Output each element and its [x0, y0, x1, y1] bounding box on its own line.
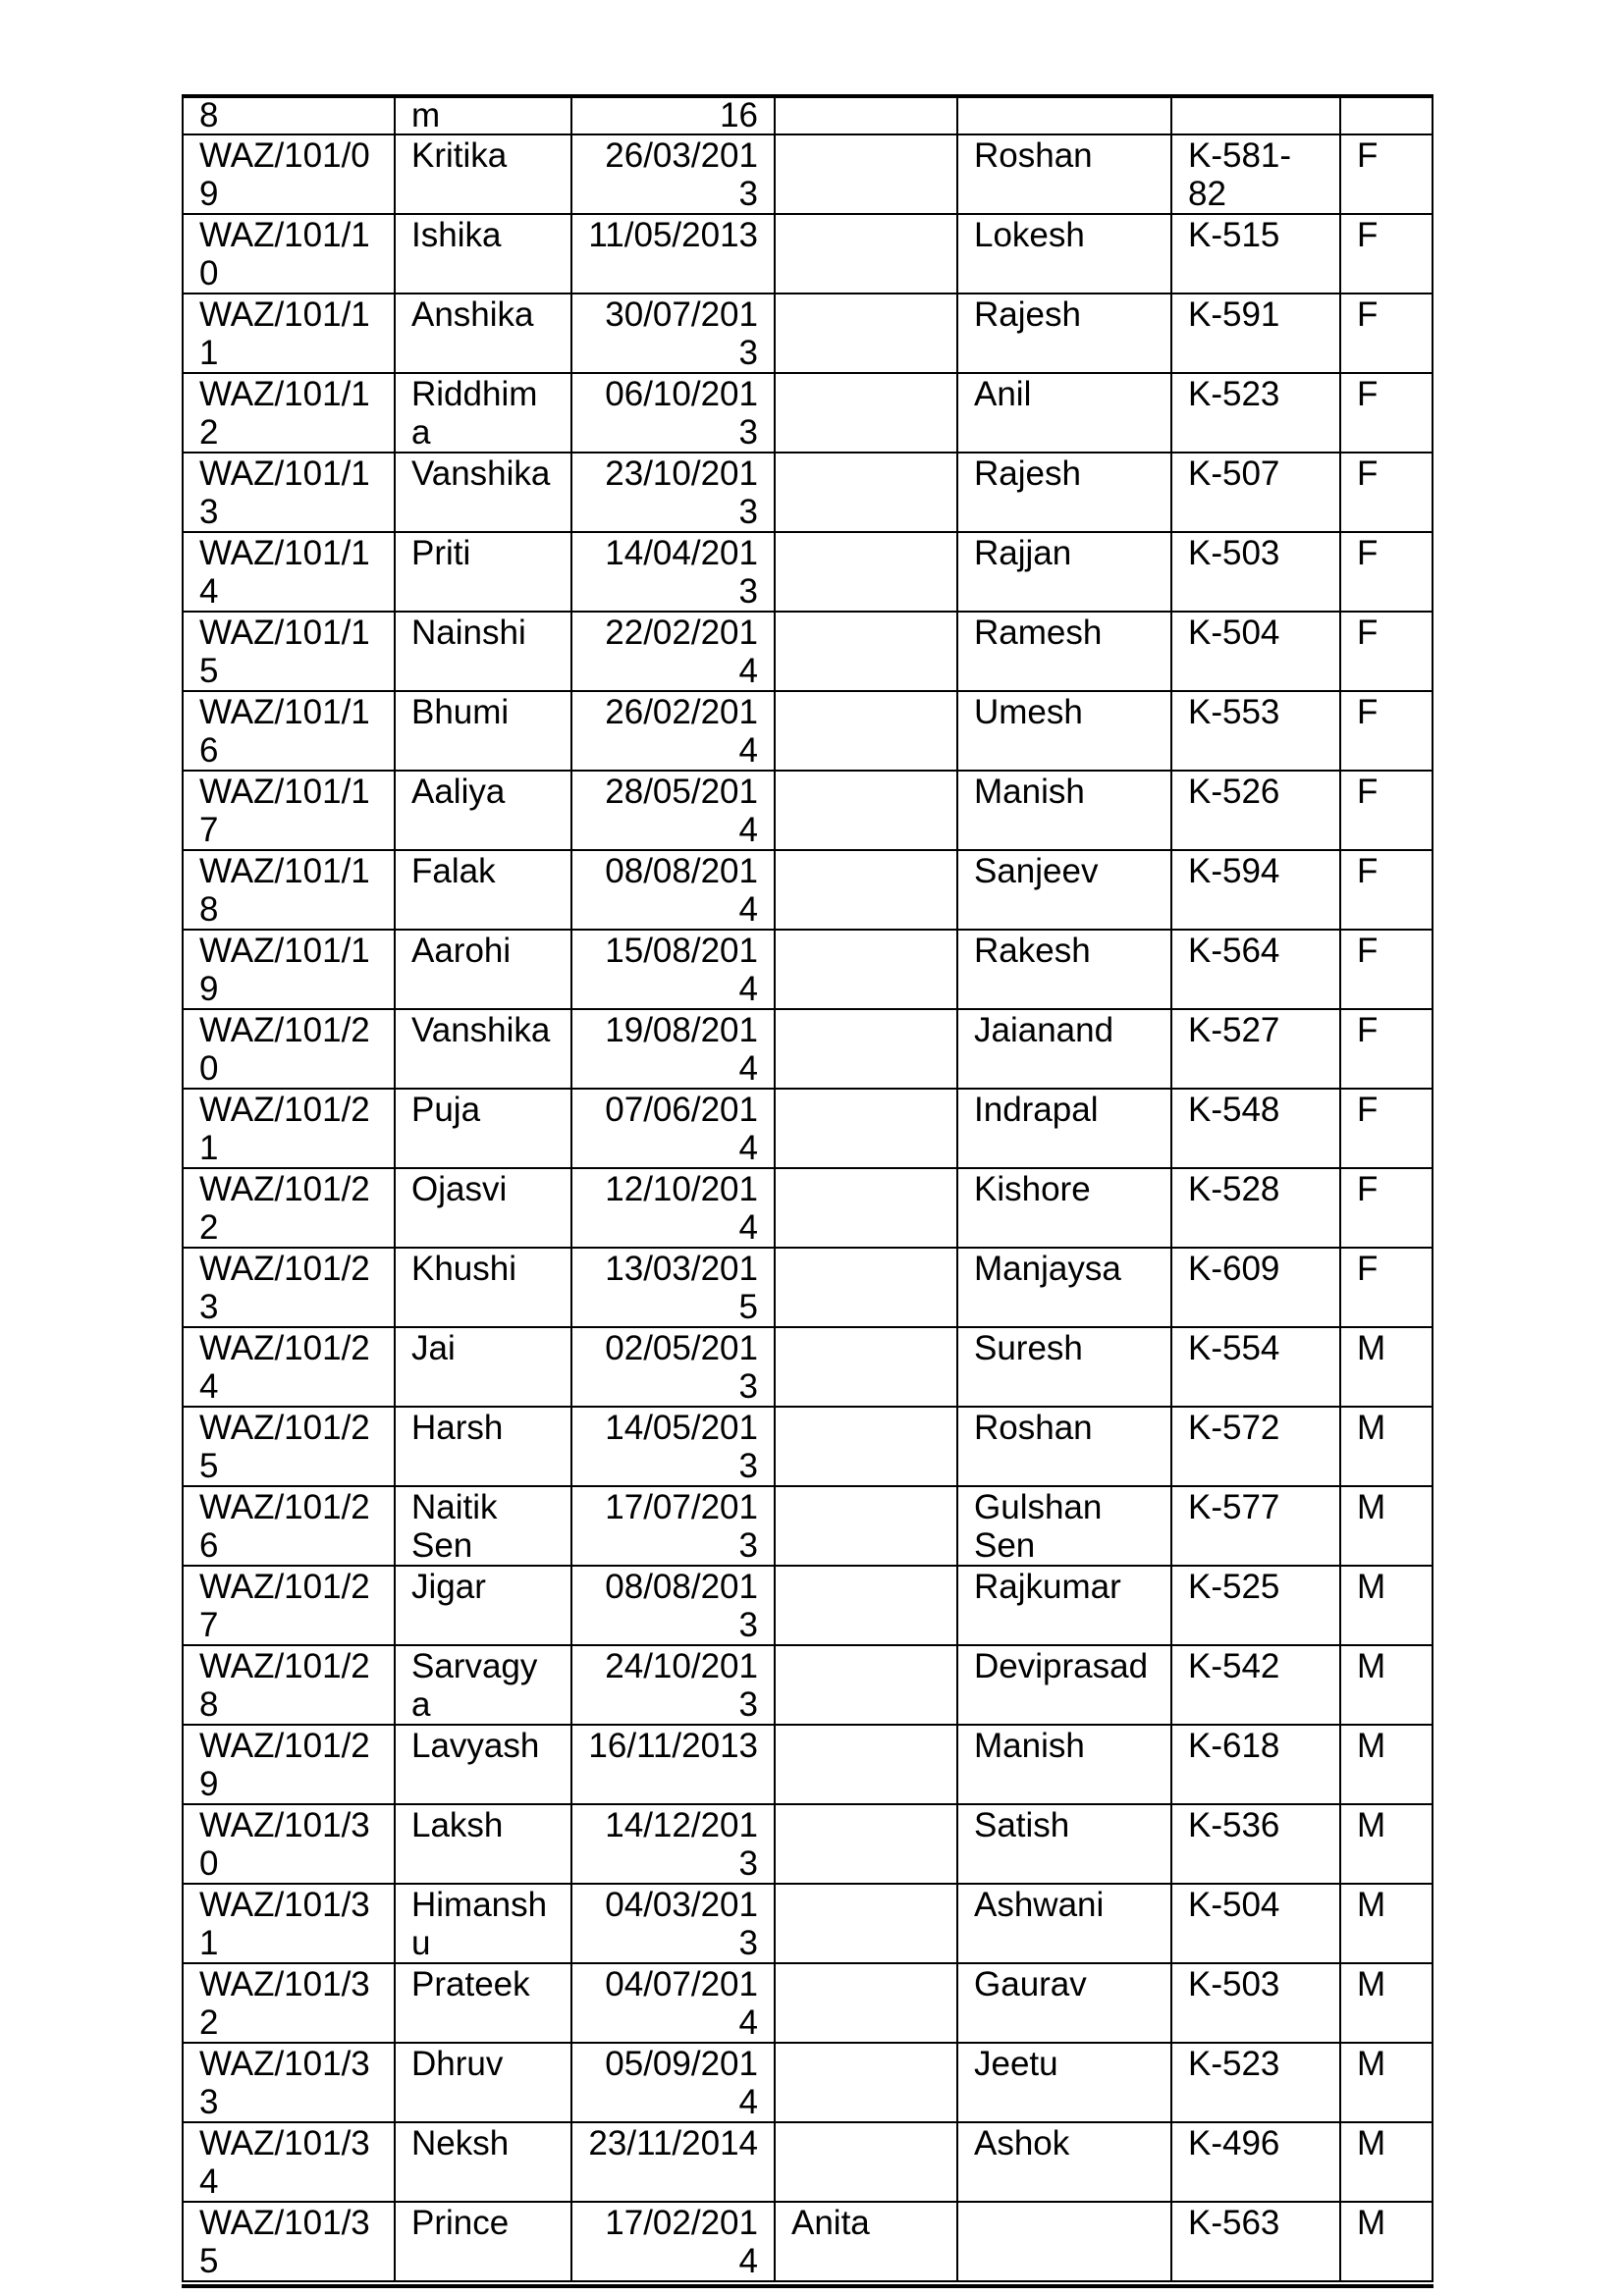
mother-name-cell [775, 1168, 957, 1248]
dob-cell: 04/03/2013 [571, 1884, 775, 1963]
admission-no-cell: WAZ/101/12 [183, 373, 395, 453]
gender-cell: F [1340, 691, 1433, 771]
k-number-cell: K-581-82 [1171, 134, 1340, 214]
k-number-cell: K-527 [1171, 1009, 1340, 1089]
student-name-cell: Himanshu [395, 1884, 571, 1963]
gender-cell: F [1340, 453, 1433, 532]
mother-name-cell [775, 1486, 957, 1566]
k-number-cell: K-563 [1171, 2202, 1340, 2281]
mother-name-cell: Anita [775, 2202, 957, 2281]
gender-cell: M [1340, 1486, 1433, 1566]
admission-no-cell: WAZ/101/18 [183, 850, 395, 930]
table-row [183, 532, 1433, 612]
student-name-cell: Riddhima [395, 373, 571, 453]
dob-cell: 02/05/2013 [571, 1327, 775, 1407]
continued-table-row [183, 96, 1433, 134]
gender-cell: M [1340, 2202, 1433, 2281]
k-number-cell: K-554 [1171, 1327, 1340, 1407]
admission-no-cell: WAZ/101/22 [183, 1168, 395, 1248]
admission-no-cell: WAZ/101/10 [183, 214, 395, 294]
table-row [183, 1168, 1433, 1248]
dob-cell: 08/08/2014 [571, 850, 775, 930]
father-name-cell: Kishore [957, 1168, 1171, 1248]
dob-cell: 24/10/2013 [571, 1645, 775, 1725]
k-number-cell: K-577 [1171, 1486, 1340, 1566]
admission-no-cell: WAZ/101/23 [183, 1248, 395, 1327]
dob-cell: 08/08/2013 [571, 1566, 775, 1645]
gender-cell: F [1340, 1168, 1433, 1248]
gender-cell: F [1340, 532, 1433, 612]
dob-cell: 30/07/2013 [571, 294, 775, 373]
mother-name-cell [775, 691, 957, 771]
mother-name-cell [775, 1804, 957, 1884]
admission-no-cell: WAZ/101/32 [183, 1963, 395, 2043]
father-name-cell: Rajjan [957, 532, 1171, 612]
table-row [183, 2202, 1433, 2281]
dob-cell: 13/03/2015 [571, 1248, 775, 1327]
k-number-cell: K-548 [1171, 1089, 1340, 1168]
father-name-cell: Manjaysa [957, 1248, 1171, 1327]
k-number-cell: K-515 [1171, 214, 1340, 294]
gender-cell [1340, 96, 1433, 134]
dob-cell: 04/07/2014 [571, 1963, 775, 2043]
mother-name-cell [775, 214, 957, 294]
k-number-cell: K-507 [1171, 453, 1340, 532]
father-name-cell: Manish [957, 1725, 1171, 1804]
mother-name-cell [775, 771, 957, 850]
father-name-cell: Satish [957, 1804, 1171, 1884]
admissions-register-table [182, 94, 1434, 2282]
dob-cell: 11/05/2013 [571, 214, 775, 294]
admission-no-cell: WAZ/101/21 [183, 1089, 395, 1168]
student-name-cell: Puja [395, 1089, 571, 1168]
father-name-cell: Jeetu [957, 2043, 1171, 2122]
student-name-cell: Anshika [395, 294, 571, 373]
admission-no-cell: WAZ/101/16 [183, 691, 395, 771]
father-name-cell: Rajesh [957, 294, 1171, 373]
gender-cell: F [1340, 373, 1433, 453]
father-name-cell: Ashok [957, 2122, 1171, 2202]
table-row [183, 214, 1433, 294]
admission-no-cell: WAZ/101/13 [183, 453, 395, 532]
gender-cell: M [1340, 1407, 1433, 1486]
gender-cell: M [1340, 1645, 1433, 1725]
student-name-cell: Ishika [395, 214, 571, 294]
admission-no-cell: WAZ/101/24 [183, 1327, 395, 1407]
table-row [183, 1804, 1433, 1884]
mother-name-cell [775, 1725, 957, 1804]
table-row [183, 691, 1433, 771]
mother-name-cell [775, 1009, 957, 1089]
mother-name-cell [775, 532, 957, 612]
mother-name-cell [775, 453, 957, 532]
father-name-cell: Rajkumar [957, 1566, 1171, 1645]
gender-cell: M [1340, 1566, 1433, 1645]
admission-no-cell: WAZ/101/25 [183, 1407, 395, 1486]
dob-cell: 23/10/2013 [571, 453, 775, 532]
admissions-table-body [183, 96, 1433, 2281]
table-row [183, 1327, 1433, 1407]
table-row [183, 1248, 1433, 1327]
gender-cell: F [1340, 214, 1433, 294]
student-name-cell: Khushi [395, 1248, 571, 1327]
gender-cell: F [1340, 134, 1433, 214]
student-name-cell: Dhruv [395, 2043, 571, 2122]
admission-no-cell: WAZ/101/15 [183, 612, 395, 691]
dob-cell: 06/10/2013 [571, 373, 775, 453]
admission-no-cell: WAZ/101/20 [183, 1009, 395, 1089]
father-name-cell: Deviprasad [957, 1645, 1171, 1725]
father-name-cell: Rakesh [957, 930, 1171, 1009]
k-number-cell: K-525 [1171, 1566, 1340, 1645]
table-row [183, 373, 1433, 453]
gender-cell: M [1340, 2122, 1433, 2202]
dob-cell: 19/08/2014 [571, 1009, 775, 1089]
admission-no-cell: 8 [183, 96, 395, 134]
student-name-cell: Aaliya [395, 771, 571, 850]
dob-cell: 14/04/2013 [571, 532, 775, 612]
k-number-cell: K-523 [1171, 373, 1340, 453]
dob-cell: 17/02/2014 [571, 2202, 775, 2281]
admission-no-cell: WAZ/101/29 [183, 1725, 395, 1804]
gender-cell: M [1340, 2043, 1433, 2122]
father-name-cell: Ashwani [957, 1884, 1171, 1963]
table-row [183, 134, 1433, 214]
k-number-cell: K-496 [1171, 2122, 1340, 2202]
dob-cell: 05/09/2014 [571, 2043, 775, 2122]
admission-no-cell: WAZ/101/34 [183, 2122, 395, 2202]
mother-name-cell [775, 2043, 957, 2122]
student-name-cell: m [395, 96, 571, 134]
mother-name-cell [775, 1884, 957, 1963]
gender-cell: F [1340, 930, 1433, 1009]
dob-cell: 22/02/2014 [571, 612, 775, 691]
father-name-cell: Gaurav [957, 1963, 1171, 2043]
student-name-cell: Priti [395, 532, 571, 612]
mother-name-cell [775, 2122, 957, 2202]
student-name-cell: Jai [395, 1327, 571, 1407]
dob-cell: 26/03/2013 [571, 134, 775, 214]
gender-cell: F [1340, 771, 1433, 850]
dob-cell: 14/05/2013 [571, 1407, 775, 1486]
dob-cell: 26/02/2014 [571, 691, 775, 771]
student-name-cell: Aarohi [395, 930, 571, 1009]
k-number-cell: K-503 [1171, 532, 1340, 612]
mother-name-cell [775, 850, 957, 930]
mother-name-cell [775, 612, 957, 691]
table-row [183, 1963, 1433, 2043]
k-number-cell: K-553 [1171, 691, 1340, 771]
dob-cell: 23/11/2014 [571, 2122, 775, 2202]
table-row [183, 1884, 1433, 1963]
admission-no-cell: WAZ/101/31 [183, 1884, 395, 1963]
gender-cell: F [1340, 1248, 1433, 1327]
mother-name-cell [775, 294, 957, 373]
k-number-cell: K-572 [1171, 1407, 1340, 1486]
k-number-cell: K-528 [1171, 1168, 1340, 1248]
student-name-cell: Lavyash [395, 1725, 571, 1804]
mother-name-cell [775, 930, 957, 1009]
admission-no-cell: WAZ/101/17 [183, 771, 395, 850]
gender-cell: M [1340, 1725, 1433, 1804]
father-name-cell [957, 96, 1171, 134]
student-name-cell: Ojasvi [395, 1168, 571, 1248]
dob-cell: 28/05/2014 [571, 771, 775, 850]
table-row [183, 1566, 1433, 1645]
gender-cell: F [1340, 850, 1433, 930]
table-row [183, 294, 1433, 373]
table-row [183, 1009, 1433, 1089]
gender-cell: F [1340, 1089, 1433, 1168]
table-row [183, 1486, 1433, 1566]
k-number-cell: K-536 [1171, 1804, 1340, 1884]
father-name-cell: Jaianand [957, 1009, 1171, 1089]
gender-cell: M [1340, 1804, 1433, 1884]
father-name-cell: Gulshan Sen [957, 1486, 1171, 1566]
student-name-cell: Falak [395, 850, 571, 930]
student-name-cell: Sarvagya [395, 1645, 571, 1725]
mother-name-cell [775, 1645, 957, 1725]
father-name-cell: Suresh [957, 1327, 1171, 1407]
student-name-cell: Vanshika [395, 1009, 571, 1089]
dob-cell: 15/08/2014 [571, 930, 775, 1009]
dob-cell: 14/12/2013 [571, 1804, 775, 1884]
gender-cell: F [1340, 1009, 1433, 1089]
table-row [183, 612, 1433, 691]
dob-cell: 17/07/2013 [571, 1486, 775, 1566]
father-name-cell: Lokesh [957, 214, 1171, 294]
student-name-cell: Harsh [395, 1407, 571, 1486]
k-number-cell: K-618 [1171, 1725, 1340, 1804]
mother-name-cell [775, 1248, 957, 1327]
father-name-cell [957, 2202, 1171, 2281]
father-name-cell: Umesh [957, 691, 1171, 771]
k-number-cell: K-526 [1171, 771, 1340, 850]
father-name-cell: Roshan [957, 1407, 1171, 1486]
admission-no-cell: WAZ/101/14 [183, 532, 395, 612]
student-name-cell: Jigar [395, 1566, 571, 1645]
student-name-cell: Nainshi [395, 612, 571, 691]
k-number-cell: K-503 [1171, 1963, 1340, 2043]
admission-no-cell: WAZ/101/26 [183, 1486, 395, 1566]
admission-no-cell: WAZ/101/11 [183, 294, 395, 373]
student-name-cell: Neksh [395, 2122, 571, 2202]
k-number-cell: K-504 [1171, 1884, 1340, 1963]
table-row [183, 1645, 1433, 1725]
mother-name-cell [775, 1089, 957, 1168]
student-name-cell: Kritika [395, 134, 571, 214]
mother-name-cell [775, 1963, 957, 2043]
admission-no-cell: WAZ/101/35 [183, 2202, 395, 2281]
father-name-cell: Sanjeev [957, 850, 1171, 930]
student-name-cell: Naitik Sen [395, 1486, 571, 1566]
father-name-cell: Ramesh [957, 612, 1171, 691]
table-row [183, 1407, 1433, 1486]
father-name-cell: Roshan [957, 134, 1171, 214]
k-number-cell: K-542 [1171, 1645, 1340, 1725]
table-row [183, 930, 1433, 1009]
k-number-cell: K-591 [1171, 294, 1340, 373]
gender-cell: M [1340, 1327, 1433, 1407]
admission-no-cell: WAZ/101/30 [183, 1804, 395, 1884]
table-row [183, 850, 1433, 930]
table-row [183, 771, 1433, 850]
table-row [183, 453, 1433, 532]
student-name-cell: Prince [395, 2202, 571, 2281]
mother-name-cell [775, 96, 957, 134]
mother-name-cell [775, 1407, 957, 1486]
father-name-cell: Manish [957, 771, 1171, 850]
admission-no-cell: WAZ/101/28 [183, 1645, 395, 1725]
mother-name-cell [775, 1566, 957, 1645]
table-row [183, 2043, 1433, 2122]
dob-cell: 16/11/2013 [571, 1725, 775, 1804]
mother-name-cell [775, 373, 957, 453]
student-name-cell: Prateek [395, 1963, 571, 2043]
gender-cell: M [1340, 1884, 1433, 1963]
admission-no-cell: WAZ/101/19 [183, 930, 395, 1009]
mother-name-cell [775, 134, 957, 214]
table-row [183, 1725, 1433, 1804]
admission-no-cell: WAZ/101/27 [183, 1566, 395, 1645]
admission-no-cell: WAZ/101/33 [183, 2043, 395, 2122]
k-number-cell: K-609 [1171, 1248, 1340, 1327]
k-number-cell: K-523 [1171, 2043, 1340, 2122]
dob-cell: 16 [571, 96, 775, 134]
father-name-cell: Indrapal [957, 1089, 1171, 1168]
dob-cell: 07/06/2014 [571, 1089, 775, 1168]
student-name-cell: Bhumi [395, 691, 571, 771]
father-name-cell: Rajesh [957, 453, 1171, 532]
k-number-cell: K-564 [1171, 930, 1340, 1009]
mother-name-cell [775, 1327, 957, 1407]
gender-cell: F [1340, 294, 1433, 373]
k-number-cell [1171, 96, 1340, 134]
k-number-cell: K-594 [1171, 850, 1340, 930]
father-name-cell: Anil [957, 373, 1171, 453]
admission-no-cell: WAZ/101/09 [183, 134, 395, 214]
table-row [183, 2122, 1433, 2202]
dob-cell: 12/10/2014 [571, 1168, 775, 1248]
table-end-rule [182, 2284, 1434, 2288]
student-name-cell: Laksh [395, 1804, 571, 1884]
gender-cell: F [1340, 612, 1433, 691]
gender-cell: M [1340, 1963, 1433, 2043]
k-number-cell: K-504 [1171, 612, 1340, 691]
table-row [183, 1089, 1433, 1168]
student-name-cell: Vanshika [395, 453, 571, 532]
